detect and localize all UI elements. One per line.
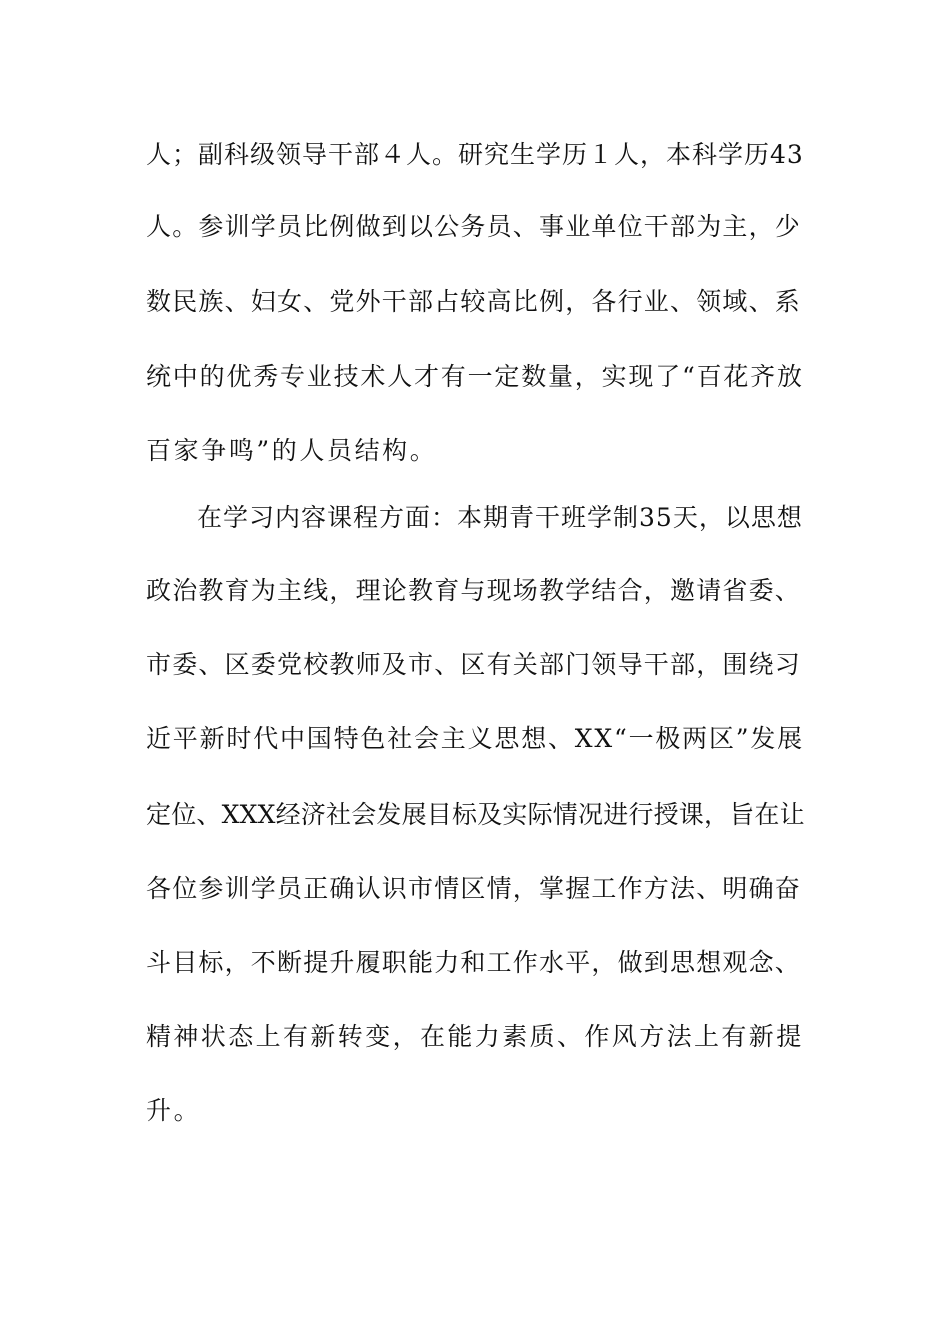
paragraph-2-line-8: 精神状态上有新转变，在能力素质、作风方法上有新提 — [146, 1022, 804, 1051]
paragraph-2-line-2: 政治教育为主线，理论教育与现场教学结合，邀请省委、 — [146, 576, 802, 605]
paragraph-2-line-6: 各位参训学员正确认识市情区情，掌握工作方法、明确奋 — [146, 874, 802, 903]
paragraph-2-line-4: 近平新时代中国特色社会主义思想、XX“一极两区”发展 — [146, 724, 804, 753]
paragraph-2-line-1: 在学习内容课程方面：本期青干班学制35天，以思想 — [197, 503, 803, 532]
paragraph-1-line-2: 人。参训学员比例做到以公务员、事业单位干部为主，少 — [146, 212, 802, 241]
paragraph-1-line-1: 人；副科级领导干部４人。研究生学历１人，本科学历43 — [146, 140, 804, 169]
paragraph-1-line-3: 数民族、妇女、党外干部占较高比例，各行业、领域、系 — [146, 287, 802, 316]
paragraph-2-line-5: 定位、XXX经济社会发展目标及实际情况进行授课，旨在让 — [146, 800, 805, 829]
paragraph-1-line-4: 统中的优秀专业技术人才有一定数量，实现了“百花齐放 — [146, 362, 804, 391]
paragraph-2-line-7: 斗目标，不断提升履职能力和工作水平，做到思想观念、 — [146, 948, 802, 977]
paragraph-1-line-5: 百家争鸣”的人员结构。 — [146, 436, 438, 465]
paragraph-2-line-3: 市委、区委党校教师及市、区有关部门领导干部，围绕习 — [146, 650, 802, 679]
paragraph-2-line-9: 升。 — [146, 1096, 202, 1125]
